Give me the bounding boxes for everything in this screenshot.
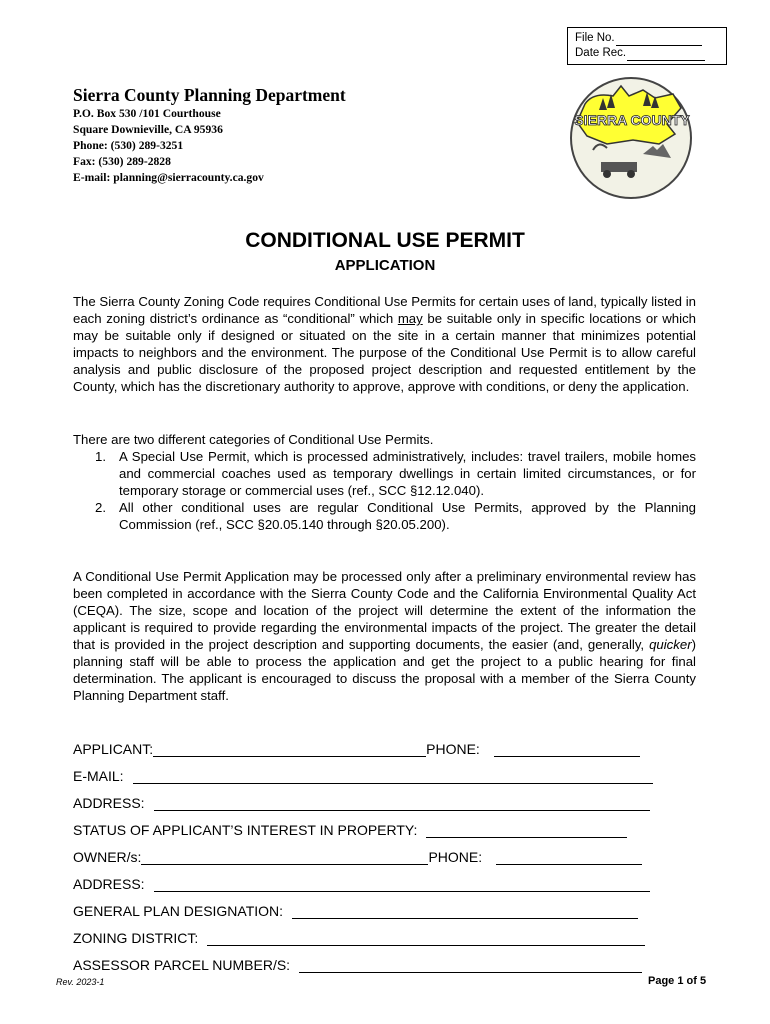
- apn-row: [73, 955, 642, 973]
- page-number: Page 1 of 5: [648, 975, 707, 987]
- categories-section: [73, 431, 696, 533]
- address-line: Square Downieville, CA 95936: [73, 123, 223, 136]
- date-rec-label: Date Rec.: [575, 47, 627, 59]
- list-item: [73, 448, 696, 499]
- owner-phone-field[interactable]: [496, 850, 642, 865]
- status-field[interactable]: [426, 823, 627, 838]
- intro-may-underlined: may: [397, 311, 423, 326]
- phone-field[interactable]: [494, 742, 640, 757]
- file-no-line[interactable]: [616, 34, 702, 46]
- owner-field[interactable]: [141, 850, 428, 865]
- email-label: E-MAIL:: [73, 768, 124, 784]
- sierra-county-seal-logo: [563, 74, 699, 202]
- ceqa-text-start: A Conditional Use Permit Application may be processed only after a preliminary environmental review has been completed in accordance with the Sierra County Code and the California Environmental Quality Act (CEQA). The size, scope and location of the project will determine the extent of the information the applicant is required to provide regarding the environmental impacts of the project. The greater the detail that is provided in the project description and supporting documents, the easier (and, generally,: [73, 569, 696, 652]
- ceqa-text-end: ) planning staff will be able to process the application and get the project to a public hearing for final determination. The applicant is encouraged to discuss the proposal with a member of the Sierra County Planning Department staff.: [73, 637, 696, 703]
- address-field[interactable]: [154, 796, 650, 811]
- intro-text-start: The Sierra County Zoning Code requires Conditional Use Permits for certain uses of land, typically listed in each zoning district’s ordinance as “conditional” which: [73, 294, 696, 326]
- fax-line: Fax: (530) 289-2828: [73, 155, 171, 168]
- applicant-label: APPLICANT:: [73, 741, 154, 757]
- categories-lead: There are two different categories of Conditional Use Permits.: [73, 432, 434, 447]
- address-line: P.O. Box 530 /101 Courthouse: [73, 107, 221, 120]
- date-rec-line[interactable]: [627, 49, 705, 61]
- owner-address-label: ADDRESS:: [73, 876, 145, 892]
- list-number: 2.: [95, 500, 106, 515]
- department-address: [73, 106, 264, 186]
- email-row: [73, 766, 653, 784]
- list-item: [73, 499, 696, 533]
- applicant-field[interactable]: [153, 742, 426, 757]
- zoning-row: [73, 928, 645, 946]
- phone-label: PHONE:: [426, 741, 480, 757]
- address-label: ADDRESS:: [73, 795, 145, 811]
- email-line: E-mail: planning@sierracounty.ca.gov: [73, 171, 264, 184]
- categories-list: [73, 448, 696, 533]
- address-row: [73, 793, 650, 811]
- owner-row: [73, 847, 642, 865]
- owner-address-row: [73, 874, 650, 892]
- zoning-field[interactable]: [207, 931, 645, 946]
- intro-text-end: be suitable only in specific locations or which may be suitable only if designed or situated on the site in a certain manner that minimizes potential impacts to neighbors and the environment. The purpose of the Conditional Use Permit is to allow careful analysis and public disclosure of the proposed project description and requested entitlement by the County, which has the discretionary authority to approve, approve with conditions, or deny the application.: [73, 311, 696, 394]
- zoning-label: ZONING DISTRICT:: [73, 930, 199, 946]
- list-item-text: A Special Use Permit, which is processed administratively, includes: travel trailers, mobile homes and commercial coaches used as temporary dwellings in certain limited circumstances, or for temporary storage or commercial uses (ref., SCC §12.12.040).: [119, 449, 696, 498]
- general-plan-label: GENERAL PLAN DESIGNATION:: [73, 903, 284, 919]
- department-name: Sierra County Planning Department: [73, 85, 346, 105]
- ceqa-paragraph: [73, 568, 696, 704]
- page-title: CONDITIONAL USE PERMIT: [245, 229, 525, 252]
- list-item-text: All other conditional uses are regular Conditional Use Permits, approved by the Planning Commission (ref., SCC §20.05.140 through §20.05.200).: [119, 500, 696, 532]
- revision-label: Rev. 2023-1: [56, 977, 105, 987]
- general-plan-field[interactable]: [292, 904, 638, 919]
- applicant-row: [73, 739, 640, 757]
- apn-field[interactable]: [299, 958, 642, 973]
- file-no-label: File No.: [575, 32, 615, 44]
- owner-address-field[interactable]: [154, 877, 650, 892]
- owner-phone-label: PHONE:: [428, 849, 483, 865]
- owner-label: OWNER/s:: [73, 849, 142, 865]
- file-box: [567, 27, 727, 65]
- intro-paragraph: [73, 293, 696, 395]
- page-subtitle: APPLICATION: [334, 257, 436, 274]
- logo-text: SIERRA COUNTY: [574, 112, 690, 128]
- general-plan-row: [73, 901, 638, 919]
- phone-line: Phone: (530) 289-3251: [73, 139, 184, 152]
- list-number: 1.: [95, 449, 106, 464]
- status-label: STATUS OF APPLICANT’S INTEREST IN PROPERTY:: [73, 822, 418, 838]
- ceqa-quicker-italic: quicker: [649, 637, 692, 652]
- status-row: [73, 820, 627, 838]
- apn-label: ASSESSOR PARCEL NUMBER/S:: [73, 957, 291, 973]
- email-field[interactable]: [133, 769, 653, 784]
